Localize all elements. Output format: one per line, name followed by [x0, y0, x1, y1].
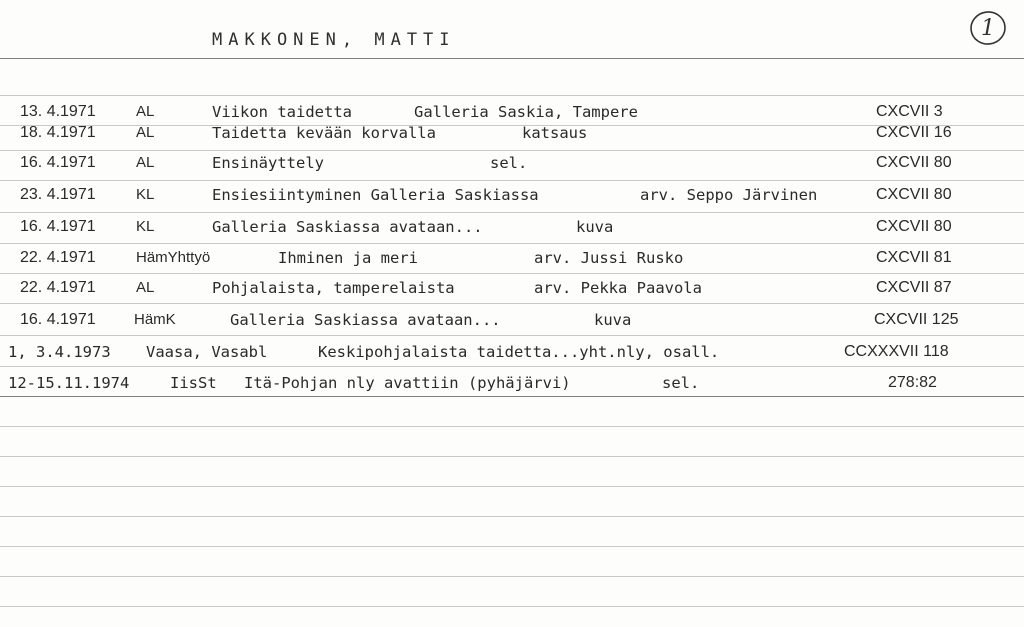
list-item — [0, 103, 1024, 125]
entry-date: 1, 3.4.1973 — [8, 343, 111, 361]
entry-title: Galleria Saskiassa avataan... — [230, 311, 501, 329]
entry-date: 22. 4.1971 — [20, 279, 96, 296]
card-number-circle — [968, 8, 1008, 48]
entry-title: Ensiesiintyminen Galleria Saskiassa — [212, 186, 539, 204]
entry-note: kuva — [576, 218, 614, 236]
entry-date: 18. 4.1971 — [20, 124, 96, 141]
entry-note: arv. Pekka Paavola — [534, 279, 702, 297]
entry-source: AL — [136, 154, 155, 171]
list-item — [0, 311, 1024, 333]
entry-title: Pohjalaista, tamperelaista — [212, 279, 455, 297]
entry-date: 23. 4.1971 — [20, 186, 96, 203]
entry-title: Viikon taidetta — [212, 103, 352, 121]
ruled-line — [0, 303, 1024, 304]
card-title: MAKKONEN, MATTI — [212, 30, 456, 50]
entry-source: AL — [136, 279, 155, 296]
ruled-line — [0, 273, 1024, 274]
entry-reference: CXCVII 16 — [876, 124, 952, 141]
entry-date: 16. 4.1971 — [20, 311, 96, 328]
entry-note: katsaus — [522, 124, 588, 142]
entry-note: arv. Jussi Rusko — [534, 249, 684, 267]
entry-date: 16. 4.1971 — [20, 218, 96, 235]
ruled-line — [0, 426, 1024, 427]
entry-source: Vaasa, Vasabl — [146, 343, 268, 361]
ruled-line — [0, 150, 1024, 151]
list-item — [0, 249, 1024, 271]
entry-reference: CXCVII 81 — [876, 249, 952, 266]
entry-reference: CXCVII 80 — [876, 154, 952, 171]
entry-note: sel. — [490, 154, 528, 172]
list-item — [0, 374, 1024, 396]
list-item — [0, 279, 1024, 301]
entry-title: Ihminen ja meri — [278, 249, 418, 267]
entry-title: Itä-Pohjan nly avattiin (pyhäjärvi) — [244, 374, 571, 392]
entry-title: Taidetta kevään korvalla — [212, 124, 436, 142]
entry-source: KL — [136, 218, 155, 235]
entry-reference: 278:82 — [888, 374, 937, 391]
entry-note: arv. Seppo Järvinen — [640, 186, 818, 204]
ruled-line — [0, 212, 1024, 213]
ruled-line — [0, 546, 1024, 547]
ruled-line — [0, 486, 1024, 487]
entry-source: IisSt — [170, 374, 217, 392]
entry-reference: CXCVII 3 — [876, 103, 943, 120]
entry-note: sel. — [662, 374, 700, 392]
entry-source: KL — [136, 186, 155, 203]
entry-date: 16. 4.1971 — [20, 154, 96, 171]
entry-title: Keskipohjalaista taidetta...yht.nly, osall. — [318, 343, 720, 361]
entry-date: 12-15.11.1974 — [8, 374, 130, 392]
list-item — [0, 154, 1024, 176]
entry-note: kuva — [594, 311, 632, 329]
entry-reference: CXCVII 80 — [876, 186, 952, 203]
entry-reference: CXCVII 125 — [874, 311, 959, 328]
entry-source: HämYhttyö — [136, 249, 211, 266]
ruled-line — [0, 576, 1024, 577]
entry-title: Galleria Saskiassa avataan... — [212, 218, 483, 236]
entry-reference: CXCVII 87 — [876, 279, 952, 296]
ruled-line — [0, 95, 1024, 96]
list-item — [0, 124, 1024, 146]
entry-date: 22. 4.1971 — [20, 249, 96, 266]
entry-date: 13. 4.1971 — [20, 103, 96, 120]
entry-reference: CXCVII 80 — [876, 218, 952, 235]
ruled-line — [0, 516, 1024, 517]
ruled-line — [0, 335, 1024, 336]
list-item — [0, 343, 1024, 365]
list-item — [0, 218, 1024, 240]
ruled-line — [0, 366, 1024, 367]
header-rule — [0, 58, 1024, 59]
ruled-line — [0, 180, 1024, 181]
ruled-line — [0, 606, 1024, 607]
entry-source: AL — [136, 124, 155, 141]
entry-title: Ensinäyttely — [212, 154, 324, 172]
ruled-line — [0, 456, 1024, 457]
card-number: 1 — [981, 15, 995, 41]
entry-source: HämK — [134, 311, 176, 328]
ruled-line — [0, 243, 1024, 244]
list-item — [0, 186, 1024, 208]
ruled-line — [0, 396, 1024, 397]
entry-note: Galleria Saskia, Tampere — [414, 103, 638, 121]
entry-source: AL — [136, 103, 155, 120]
entry-reference: CCXXXVII 118 — [844, 343, 949, 360]
